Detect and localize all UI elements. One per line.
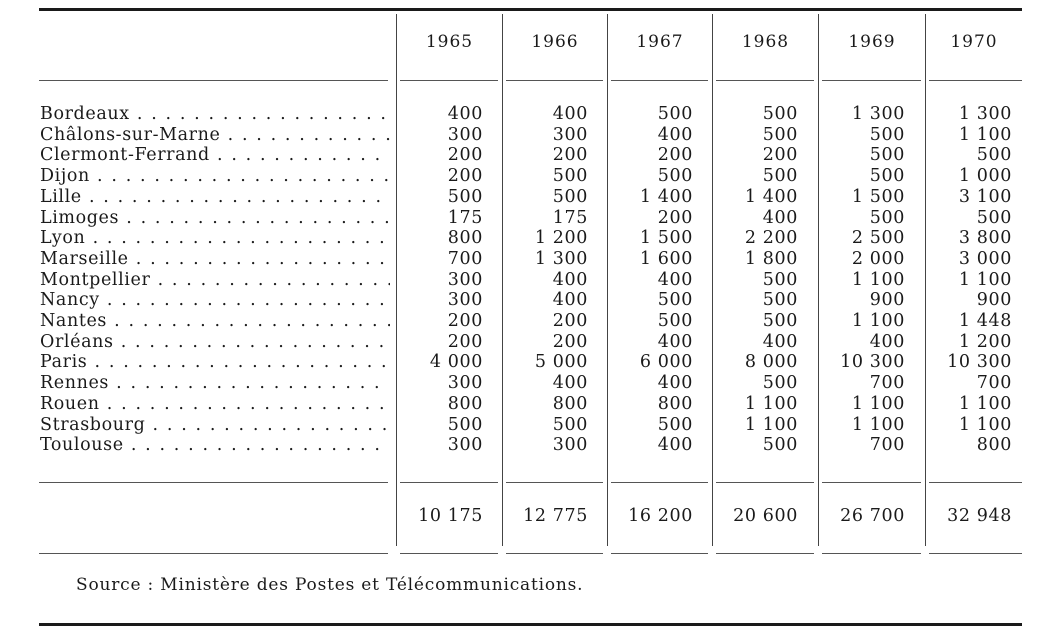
table-cell: 500	[976, 207, 1012, 228]
leader-dots	[100, 394, 390, 414]
city-label	[40, 104, 390, 125]
table-cell: 400	[552, 269, 588, 290]
table-cell: 2 000	[851, 248, 905, 269]
table-cell: 700	[869, 435, 905, 456]
table-cell: 5 000	[534, 352, 588, 373]
table-cell: 500	[762, 104, 798, 124]
city-name: Strasbourg	[40, 414, 146, 435]
table-cell: 500	[869, 145, 905, 166]
leader-dots	[124, 435, 390, 455]
table-cell: 800	[447, 393, 483, 414]
table-cell: 1 500	[639, 228, 693, 249]
table-cell: 1 200	[958, 331, 1012, 352]
year-header: 1970	[950, 32, 998, 52]
total-cell: 12 775	[523, 506, 588, 526]
city-label	[40, 208, 390, 229]
leader-dots	[145, 415, 390, 435]
table-cell: 300	[447, 435, 483, 456]
table-cell: 300	[552, 435, 588, 456]
header-rule-segment	[611, 80, 708, 81]
table-cell: 400	[762, 207, 798, 228]
table-cell: 500	[447, 186, 483, 207]
table-cell: 200	[552, 311, 588, 331]
table-cell: 3 800	[958, 228, 1012, 249]
table-cell: 400	[657, 331, 693, 352]
table-cell: 900	[976, 290, 1012, 311]
table-cell: 300	[447, 269, 483, 290]
totals-bottom-rule-segment	[611, 553, 708, 554]
table-cell: 1 100	[958, 414, 1012, 435]
table-cell: 1 300	[534, 248, 588, 269]
leader-dots	[107, 311, 390, 331]
table-cell: 500	[657, 414, 693, 435]
table-cell: 1 000	[958, 166, 1012, 187]
table-cell: 500	[762, 124, 798, 145]
table-cell: 1 100	[744, 393, 798, 414]
table-cell: 400	[447, 104, 483, 124]
table-cell: 500	[762, 373, 798, 394]
year-header: 1966	[531, 32, 579, 52]
city-name: Rouen	[40, 393, 100, 414]
year-header: 1965	[425, 32, 474, 52]
city-name: Toulouse	[40, 435, 124, 456]
totals-bottom-rule-segment	[506, 553, 603, 554]
leader-dots	[114, 332, 390, 352]
table-cell: 500	[657, 166, 693, 187]
leader-dots	[150, 270, 390, 290]
city-name: Orléans	[40, 331, 114, 352]
table-cell: 1 100	[958, 393, 1012, 414]
city-label	[40, 435, 390, 456]
table-cell: 200	[552, 331, 588, 352]
totals-bottom-rule-segment	[39, 553, 388, 554]
leader-dots	[220, 125, 390, 145]
table-cell: 800	[447, 228, 483, 249]
leader-dots	[210, 145, 390, 165]
table-cell: 1 300	[851, 104, 905, 124]
table-cell: 10 300	[947, 352, 1012, 373]
table-cell: 700	[447, 248, 483, 269]
totals-top-rule-segment	[506, 482, 603, 483]
header-rule-segment	[822, 80, 921, 81]
leader-dots	[87, 352, 390, 372]
city-label	[40, 332, 390, 353]
table-cell: 500	[762, 290, 798, 311]
table-cell: 1 100	[851, 269, 905, 290]
city-name: Rennes	[40, 373, 110, 394]
table-cell: 200	[447, 311, 483, 331]
table-cell: 500	[869, 166, 905, 187]
table-cell: 500	[762, 311, 798, 331]
table-cell: 400	[657, 269, 693, 290]
city-name: Lyon	[40, 228, 86, 249]
table-cell: 10 300	[840, 352, 905, 373]
source-note: Source : Ministère des Postes et Télécommunications.	[76, 575, 584, 595]
totals-top-rule-segment	[39, 482, 388, 483]
table-cell: 400	[657, 435, 693, 456]
table-cell: 1 448	[958, 311, 1012, 331]
total-cell: 20 600	[733, 506, 798, 526]
table-cell: 1 100	[851, 311, 905, 331]
table-cell: 200	[447, 166, 483, 187]
totals-top-rule-segment	[611, 482, 708, 483]
city-name: Clermont-Ferrand	[40, 145, 210, 166]
leader-dots	[109, 373, 390, 393]
table-cell: 200	[447, 331, 483, 352]
table-cell: 500	[552, 166, 588, 187]
table-cell: 500	[869, 124, 905, 145]
bottom-rule	[39, 623, 1022, 626]
table-cell: 2 500	[851, 228, 905, 249]
table-cell: 400	[657, 124, 693, 145]
city-name: Marseille	[40, 248, 129, 269]
leader-dots	[82, 187, 390, 207]
city-name: Montpellier	[40, 269, 151, 290]
table-cell: 500	[869, 207, 905, 228]
city-label	[40, 228, 390, 249]
leader-dots	[129, 249, 390, 269]
table-cell: 3 000	[958, 248, 1012, 269]
table-cell: 1 400	[639, 186, 693, 207]
city-name: Dijon	[40, 166, 90, 187]
table-cell: 3 100	[958, 186, 1012, 207]
totals-bottom-rule-segment	[716, 553, 814, 554]
table-cell: 500	[657, 311, 693, 331]
table-cell: 800	[657, 393, 693, 414]
totals-bottom-rule-segment	[822, 553, 921, 554]
table-cell: 1 100	[958, 124, 1012, 145]
table-cell: 8 000	[744, 352, 798, 373]
city-name: Limoges	[40, 207, 120, 228]
table-cell: 4 000	[429, 352, 483, 373]
city-label	[40, 373, 390, 394]
city-label	[40, 394, 390, 415]
totals-top-rule-segment	[716, 482, 814, 483]
table-cell: 300	[447, 124, 483, 145]
city-label	[40, 290, 390, 311]
city-label	[40, 187, 390, 208]
table-cell: 200	[657, 145, 693, 166]
table-cell: 500	[976, 145, 1012, 166]
table-cell: 700	[976, 373, 1012, 394]
header-rule-segment	[716, 80, 814, 81]
table-cell: 500	[552, 186, 588, 207]
table-cell: 700	[869, 373, 905, 394]
totals-top-rule-segment	[400, 482, 498, 483]
table-cell: 400	[762, 331, 798, 352]
table-cell: 200	[657, 207, 693, 228]
table-cell: 400	[552, 290, 588, 311]
leader-dots	[130, 104, 390, 124]
table-cell: 1 500	[851, 186, 905, 207]
table-cell: 500	[552, 414, 588, 435]
table-cell: 500	[762, 269, 798, 290]
header-rule-segment	[400, 80, 498, 81]
year-header: 1968	[741, 32, 790, 52]
table-cell: 2 200	[744, 228, 798, 249]
top-rule	[39, 8, 1022, 11]
table-cell: 1 100	[851, 414, 905, 435]
table-cell: 400	[657, 373, 693, 394]
table-cell: 6 000	[639, 352, 693, 373]
header-rule-segment	[929, 80, 1022, 81]
table-cell: 1 100	[851, 393, 905, 414]
table-cell: 500	[657, 104, 693, 124]
city-label	[40, 415, 390, 436]
table-cell: 500	[762, 435, 798, 456]
city-label	[40, 166, 390, 187]
leader-dots	[119, 208, 390, 228]
column-separator-6	[925, 14, 926, 546]
header-rule-segment	[39, 80, 388, 81]
table-cell: 300	[447, 373, 483, 394]
table-cell: 175	[552, 207, 588, 228]
year-header: 1969	[848, 32, 896, 52]
table-cell: 200	[552, 145, 588, 166]
city-label	[40, 249, 390, 270]
city-label	[40, 311, 390, 332]
table-cell: 900	[869, 290, 905, 311]
totals-top-rule-segment	[822, 482, 921, 483]
table-cell: 1 100	[744, 414, 798, 435]
city-label	[40, 270, 390, 291]
totals-top-rule-segment	[929, 482, 1022, 483]
table-cell: 1 400	[744, 186, 798, 207]
table-cell: 400	[552, 104, 588, 124]
table-cell: 1 200	[534, 228, 588, 249]
table-cell: 1 800	[744, 248, 798, 269]
table-cell: 400	[552, 373, 588, 394]
leader-dots	[100, 290, 390, 310]
table-cell: 800	[552, 393, 588, 414]
total-cell: 26 700	[840, 506, 905, 526]
city-label	[40, 352, 390, 373]
totals-bottom-rule-segment	[400, 553, 498, 554]
table-cell: 1 100	[958, 269, 1012, 290]
table-cell: 400	[869, 331, 905, 352]
total-cell: 10 175	[418, 506, 483, 526]
table-cell: 1 600	[639, 248, 693, 269]
column-separator-1	[396, 14, 397, 546]
year-header: 1967	[636, 32, 684, 52]
city-label	[40, 145, 390, 166]
table-cell: 300	[552, 124, 588, 145]
city-name: Bordeaux	[40, 104, 130, 124]
city-label	[40, 125, 390, 146]
table-cell: 175	[447, 207, 483, 228]
leader-dots	[85, 228, 390, 248]
city-name: Châlons-sur-Marne	[40, 124, 221, 145]
city-name: Paris	[40, 352, 88, 373]
table-cell: 300	[447, 290, 483, 311]
city-name: Lille	[40, 186, 82, 207]
table-cell: 200	[762, 145, 798, 166]
city-name: Nantes	[40, 311, 107, 331]
table-cell: 800	[976, 435, 1012, 456]
total-cell: 16 200	[628, 506, 693, 526]
table-cell: 200	[447, 145, 483, 166]
city-name: Nancy	[40, 290, 100, 311]
total-cell: 32 948	[947, 506, 1012, 526]
header-rule-segment	[506, 80, 603, 81]
leader-dots	[90, 166, 390, 186]
table-cell: 500	[447, 414, 483, 435]
table-cell: 500	[762, 166, 798, 187]
table-cell: 500	[657, 290, 693, 311]
totals-bottom-rule-segment	[929, 553, 1022, 554]
table-cell: 1 300	[958, 104, 1012, 124]
